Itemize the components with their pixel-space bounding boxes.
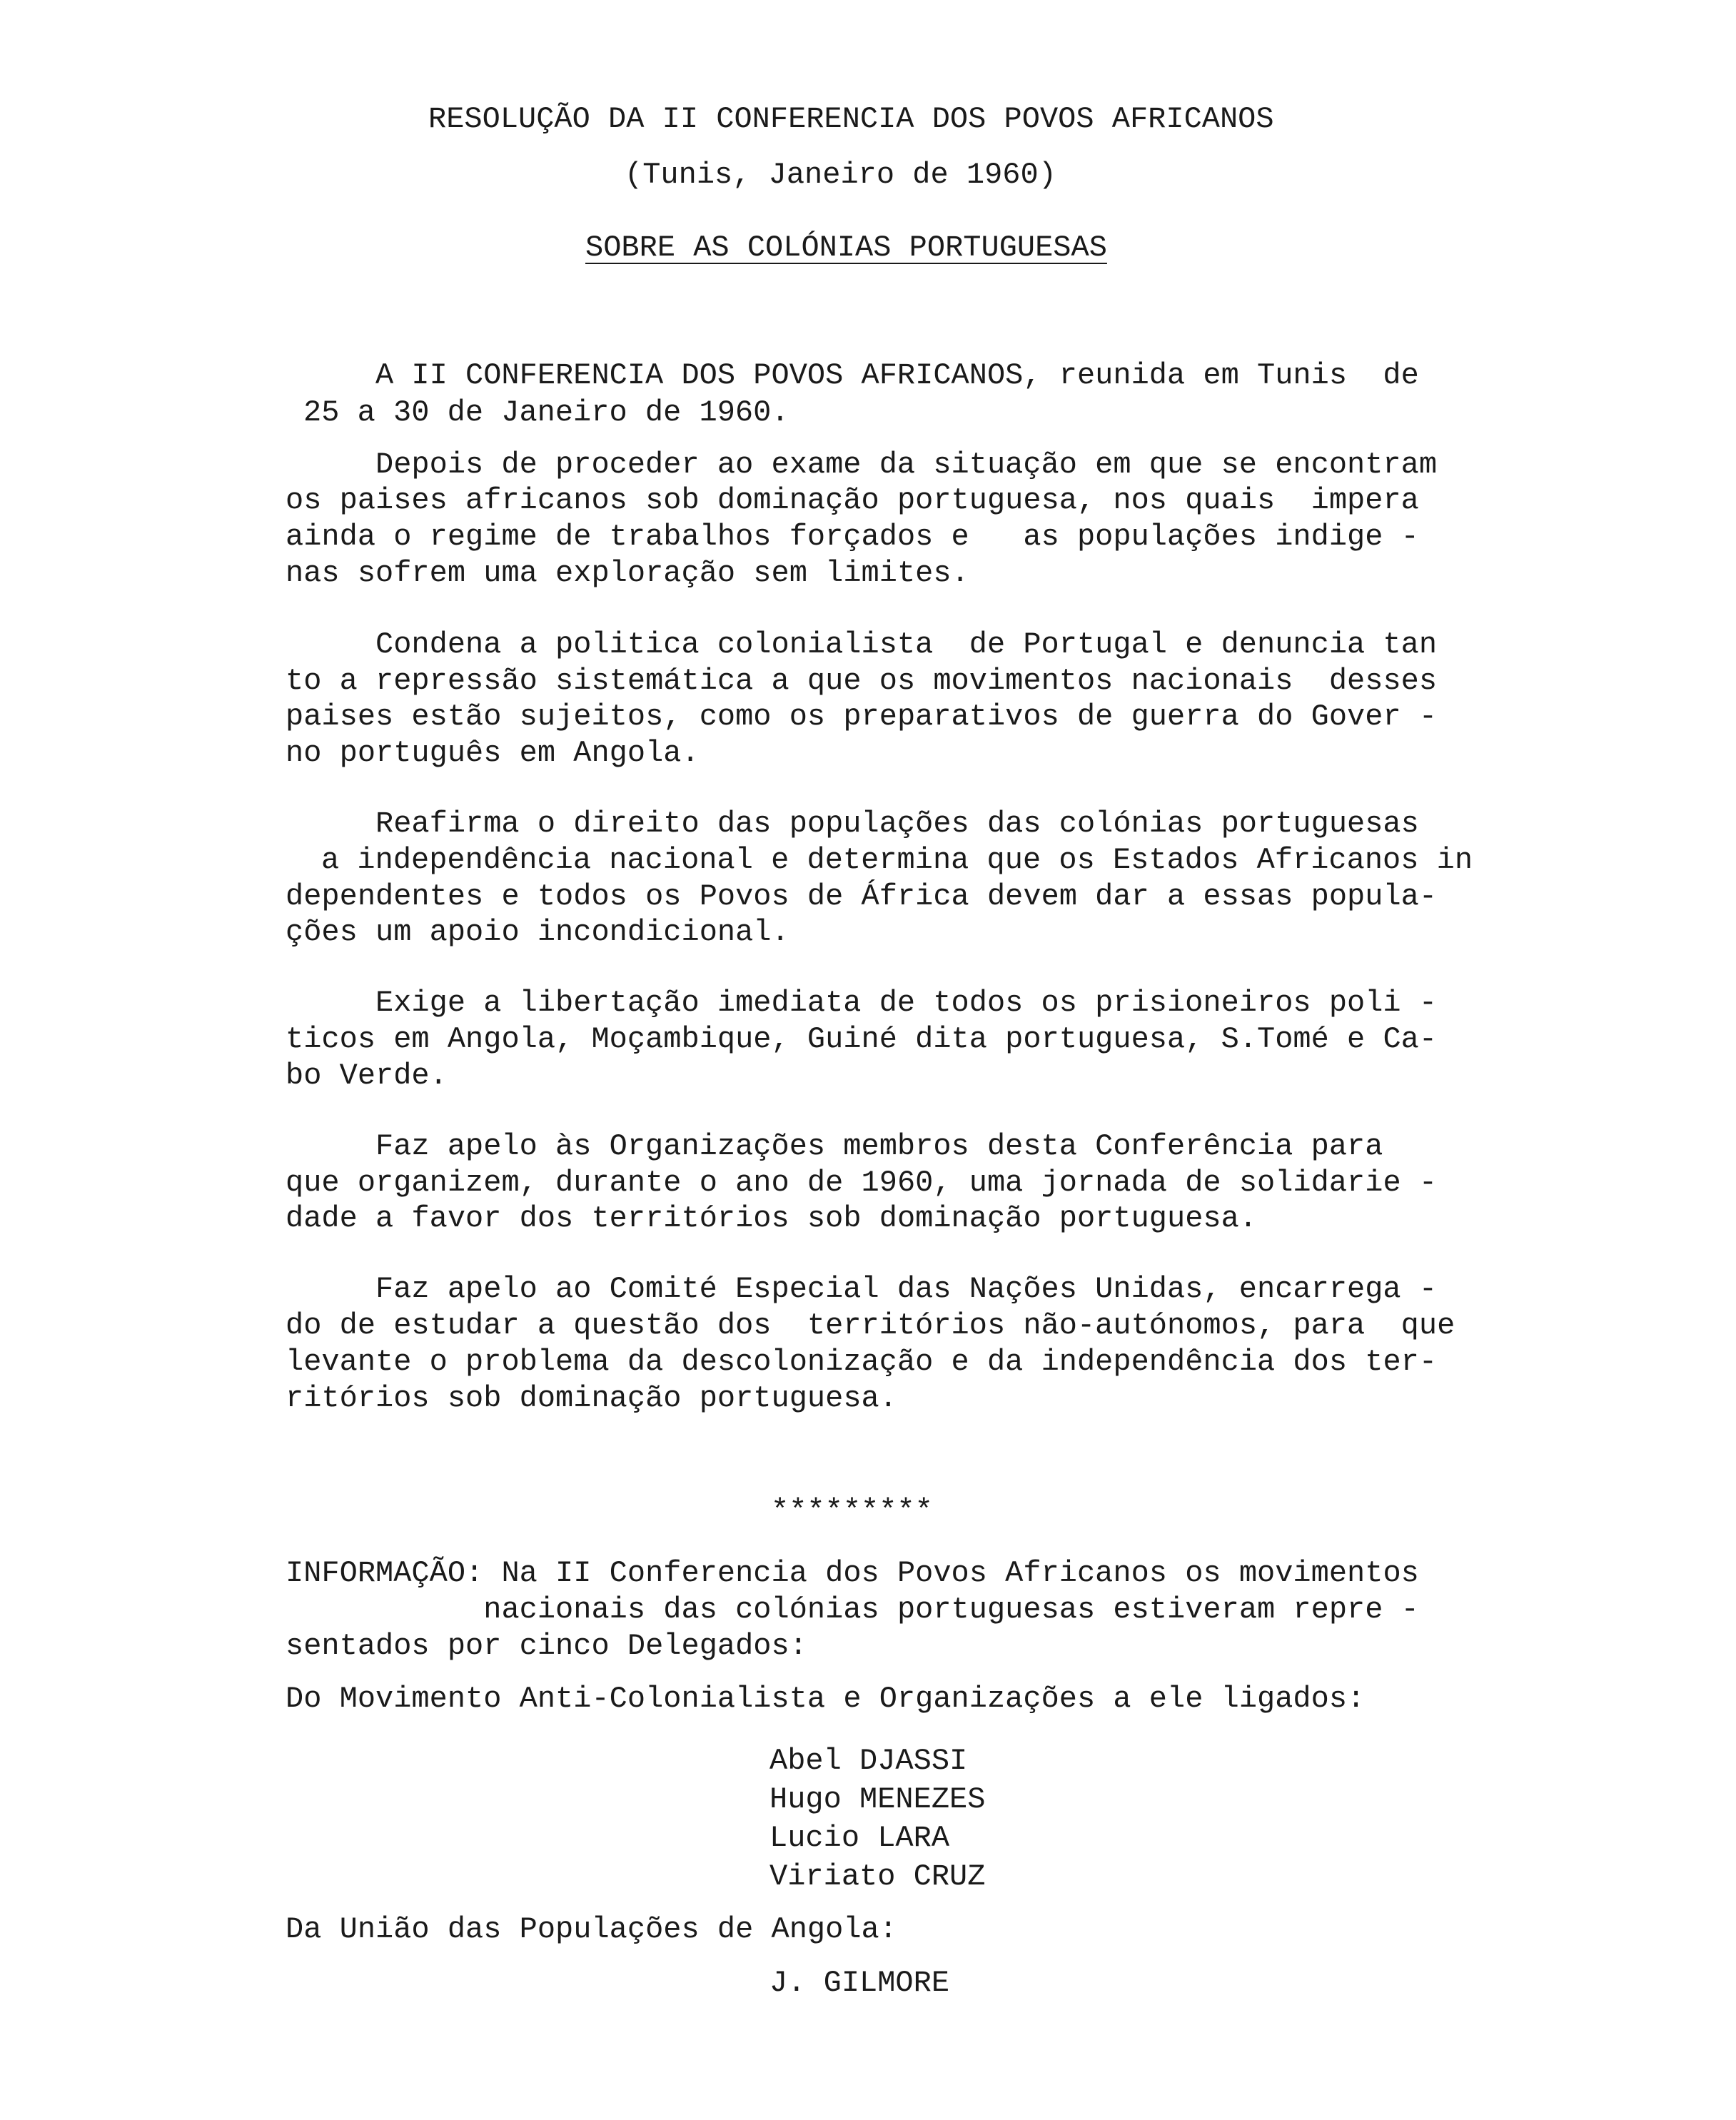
paragraph-line: ainda o regime de trabalhos forçados e as populações indige - [286, 520, 1419, 554]
paragraph-line: to a repressão sistemática a que os movimentos nacionais desses [286, 664, 1438, 698]
delegate-name: Hugo MENEZES [769, 1782, 986, 1817]
paragraph-line: os paises africanos sob dominação portuguesa, nos quais impera [286, 483, 1419, 518]
info-line: sentados por cinco Delegados: [286, 1629, 807, 1663]
paragraph-line: dependentes e todos os Povos de África devem dar a essas popula- [286, 879, 1438, 914]
document-title: RESOLUÇÃO DA II CONFERENCIA DOS POVOS AFRICANOS [428, 102, 1274, 136]
paragraph-line: dade a favor dos territórios sob dominação portuguesa. [286, 1201, 1258, 1236]
delegate-name: Viriato CRUZ [769, 1859, 986, 1894]
paragraph-line: paises estão sujeitos, como os preparativos de guerra do Gover - [286, 700, 1438, 734]
paragraph-line: a independência nacional e determina que os Estados Africanos in [321, 843, 1473, 877]
paragraph-line: Depois de proceder ao exame da situação em que se encontram [375, 448, 1438, 482]
paragraph-line: do de estudar a questão dos territórios não-autónomos, para que [286, 1308, 1455, 1343]
info-line: INFORMAÇÃO: Na II Conferencia dos Povos Africanos os movimentos [286, 1556, 1419, 1590]
paragraph-line: bo Verde. [286, 1059, 448, 1093]
paragraph-line: Reafirma o direito das populações das colónias portuguesas [375, 807, 1419, 841]
delegate-list [769, 1746, 985, 1900]
delegate-list [769, 1968, 949, 2007]
delegate-name: Lucio LARA [769, 1821, 950, 1855]
separator-stars: ********* [771, 1494, 933, 1528]
paragraph-line: ritórios sob dominação portuguesa. [286, 1381, 897, 1415]
document-subject: SOBRE AS COLÓNIAS PORTUGUESAS [585, 231, 1107, 265]
paragraph-line: ções um apoio incondicional. [286, 915, 789, 949]
delegate-name: J. GILMORE [769, 1966, 950, 2000]
paragraph-line: levante o problema da descolonização e da independência dos ter- [286, 1345, 1438, 1379]
paragraph-line: Exige a libertação imediata de todos os prisioneiros poli - [375, 986, 1438, 1020]
paragraph-line: Faz apelo ao Comité Especial das Nações Unidas, encarrega - [375, 1272, 1438, 1306]
delegation-label: Do Movimento Anti-Colonialista e Organizações a ele ligados: [286, 1682, 1366, 1716]
delegation-label: Da União das Populações de Angola: [286, 1912, 897, 1947]
paragraph-line: Condena a politica colonialista de Portugal e denuncia tan [375, 627, 1438, 662]
paragraph-line: nas sofrem uma exploração sem limites. [286, 556, 969, 590]
paragraph-line: no português em Angola. [286, 736, 700, 770]
paragraph-line: A II CONFERENCIA DOS POVOS AFRICANOS, reunida em Tunis de [375, 358, 1419, 393]
delegate-name: Abel DJASSI [769, 1744, 968, 1778]
info-line: nacionais das colónias portuguesas estiveram repre - [286, 1592, 1419, 1627]
paragraph-line: 25 a 30 de Janeiro de 1960. [303, 395, 789, 430]
paragraph-line: ticos em Angola, Moçambique, Guiné dita portuguesa, S.Tomé e Ca- [286, 1022, 1438, 1056]
paragraph-line: que organizem, durante o ano de 1960, uma jornada de solidarie - [286, 1166, 1438, 1200]
paragraph-line: Faz apelo às Organizações membros desta Conferência para [375, 1129, 1383, 1164]
document-subtitle: (Tunis, Janeiro de 1960) [625, 158, 1056, 192]
